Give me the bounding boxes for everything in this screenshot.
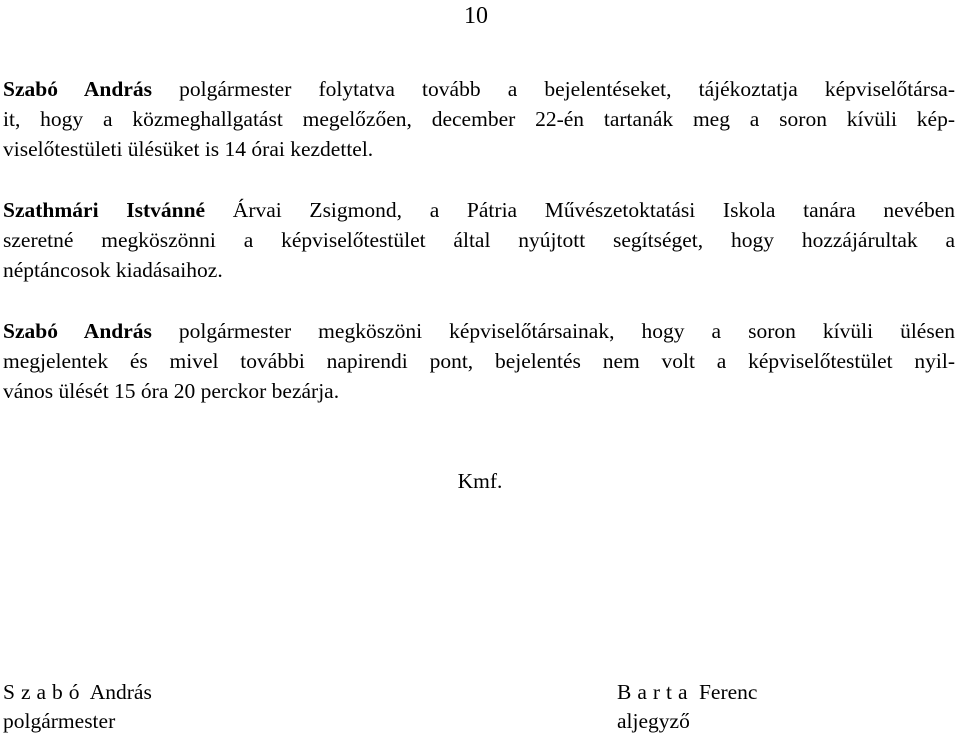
paragraph-line: viselőtestületi ülésüket is 14 órai kezdettel.	[3, 137, 374, 161]
paragraph-line: megjelentek és mivel további napirendi pont, bejelentés nem volt a képviselőtestület nyil-	[3, 349, 955, 373]
signature-deputy-clerk	[617, 678, 757, 736]
speaker-name: Szathmári Istvánné	[3, 198, 206, 222]
signature-title: polgármester	[3, 709, 116, 733]
paragraph-line: Szabó András polgármester megköszöni képviselőtársainak, hogy a soron kívüli ülésen	[3, 319, 955, 343]
paragraph-announcements	[3, 74, 955, 164]
page-number: 10	[464, 3, 488, 29]
signature-name: Barta Ferenc	[617, 680, 758, 704]
signature-name: Szabó András	[3, 680, 152, 704]
speaker-name: Szabó András	[3, 319, 152, 343]
paragraph-closing	[3, 316, 955, 406]
paragraph-line: néptáncosok kiadásaihoz.	[3, 258, 223, 282]
paragraph-thanks	[3, 195, 955, 285]
paragraph-line: it, hogy a közmeghallgatást megelőzően, december 22-én tartanák meg a soron kívüli kép-	[3, 107, 955, 131]
speaker-name: Szabó András	[3, 77, 153, 101]
paragraph-line: szeretné megköszönni a képviselőtestület által nyújtott segítséget, hogy hozzájárultak a	[3, 228, 955, 252]
signature-title: aljegyző	[617, 709, 690, 733]
paragraph-line: Szabó András polgármester folytatva tovább a bejelentéseket, tájékoztatja képviselőtársa-	[3, 77, 955, 101]
paragraph-line: Szathmári Istvánné Árvai Zsigmond, a Pátria Művészetoktatási Iskola tanára nevében	[3, 198, 955, 222]
kmf-label: Kmf.	[457, 469, 503, 493]
signature-mayor	[3, 678, 152, 736]
paragraph-line: vános ülését 15 óra 20 perckor bezárja.	[3, 379, 340, 403]
